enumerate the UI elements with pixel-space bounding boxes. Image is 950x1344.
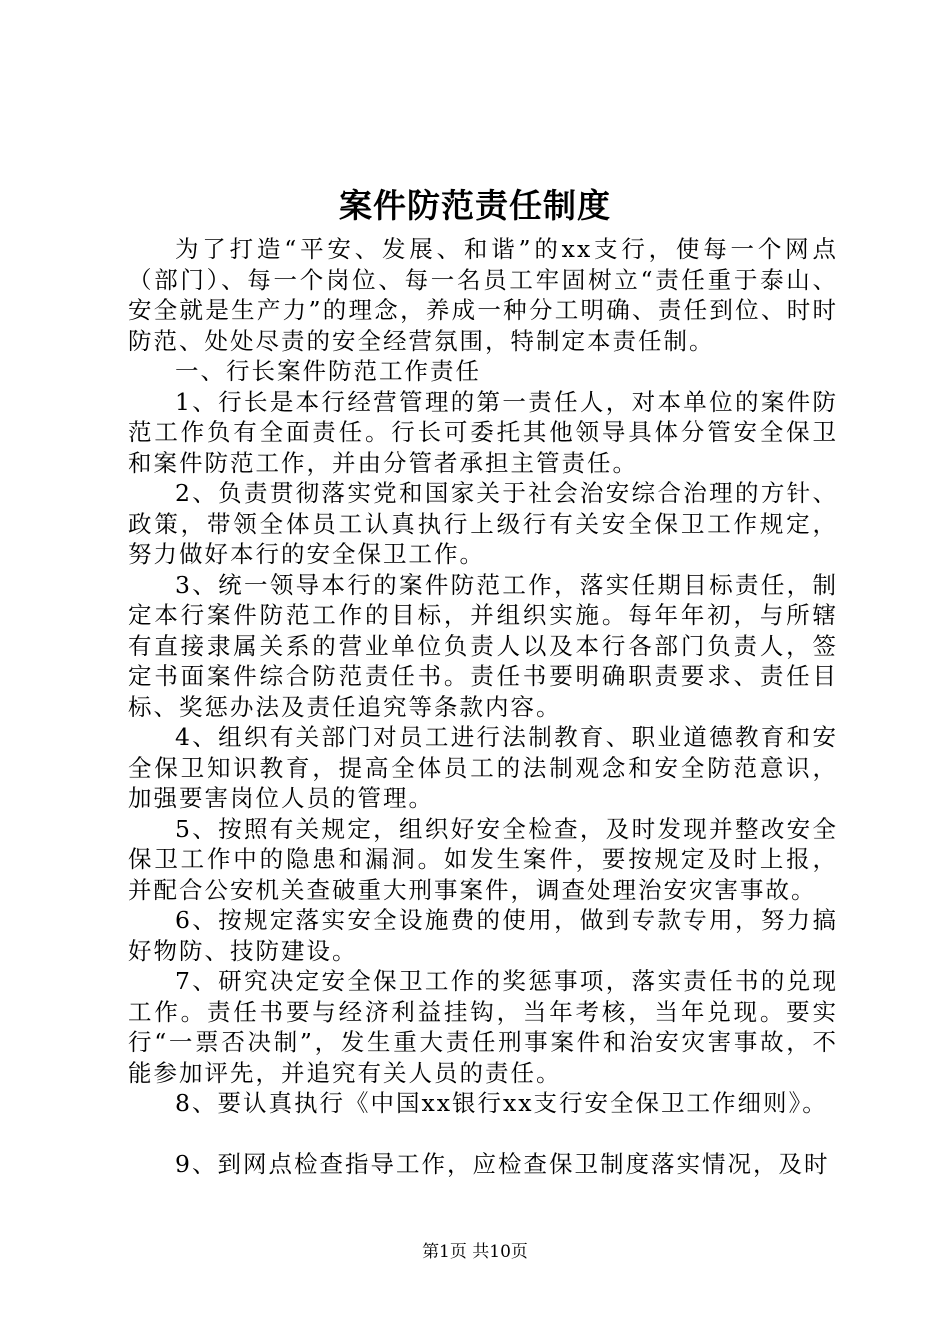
paragraph-item-1: 1、行长是本行经营管理的第一责任人，对本单位的案件防范工作负有全面责任。行长可委托其他领导具体分管安全保卫和案件防范工作，并由分管者承担主管责任。 [128, 387, 838, 477]
paragraph-item-5: 5、按照有关规定，组织好安全检查，及时发现并整改安全保卫工作中的隐患和漏洞。如发生案件，要按规定及时上报，并配合公安机关查破重大刑事案件，调查处理治安灾害事故。 [128, 814, 838, 904]
paragraph-item-8: 8、要认真执行《中国xx银行xx支行安全保卫工作细则》。 [175, 1089, 828, 1117]
paragraph-item-4: 4、组织有关部门对员工进行法制教育、职业道德教育和安全保卫知识教育，提高全体员工的法制观念和安全防范意识，加强要害岗位人员的管理。 [128, 723, 838, 812]
section-heading: 一、行长案件防范工作责任 [175, 357, 481, 385]
paragraph-item-7: 7、研究决定安全保卫工作的奖惩事项，落实责任书的兑现工作。责任书要与经济利益挂钩，当年考核，当年兑现。要实行“一票否决制”，发生重大责任刑事案件和治安灾害事故，不能参加评先，并追究有关人员的责任。 [128, 967, 838, 1087]
paragraph-item-6: 6、按规定落实安全设施费的使用，做到专款专用，努力搞好物防、技防建设。 [128, 906, 838, 965]
document-title: 案件防范责任制度 [339, 186, 611, 225]
paragraph-item-3: 3、统一领导本行的案件防范工作，落实任期目标责任，制定本行案件防范工作的目标，并组织实施。每年年初，与所辖有直接隶属关系的营业单位负责人以及本行各部门负责人，签定书面案件综合防范责任书。责任书要明确职责要求、责任目标、奖惩办法及责任追究等条款内容。 [128, 570, 838, 721]
page-footer: 第1页 共10页 [422, 1242, 528, 1262]
paragraph-intro: 为了打造“平安、发展、和谐”的xx支行，使每一个网点（部门）、每一个岗位、每一名员工牢固树立“责任重于泰山、安全就是生产力”的理念，养成一种分工明确、责任到位、时时防范、处处尽责的安全经营氛围，特制定本责任制。 [128, 235, 838, 355]
document-body [128, 234, 838, 1179]
paragraph-item-2: 2、负责贯彻落实党和国家关于社会治安综合治理的方针、政策，带领全体员工认真执行上级行有关安全保卫工作规定，努力做好本行的安全保卫工作。 [128, 479, 838, 568]
paragraph-item-9: 9、到网点检查指导工作，应检查保卫制度落实情况，及时 [175, 1149, 830, 1178]
